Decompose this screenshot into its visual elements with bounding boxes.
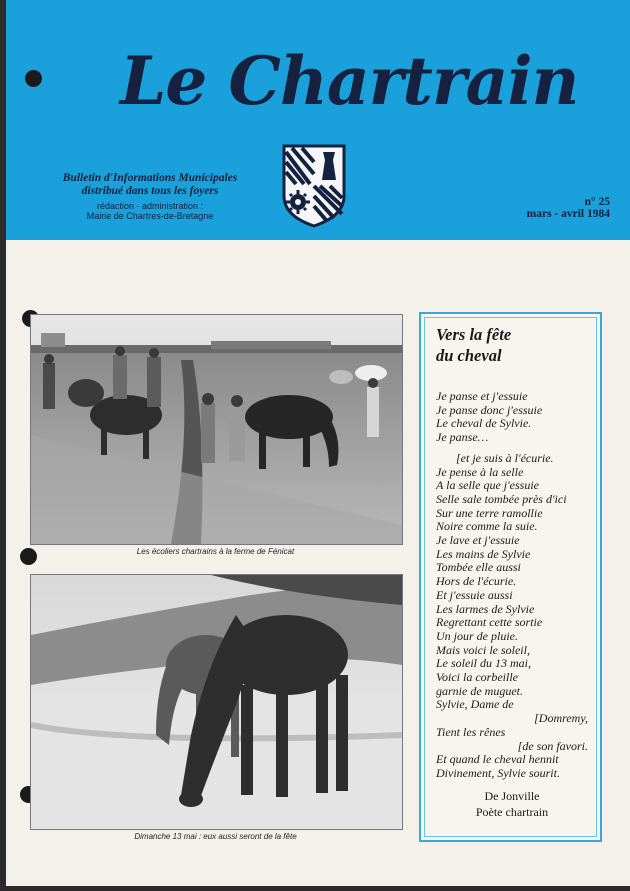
poem-line: Sylvie, Dame de	[436, 697, 514, 712]
poem-line: Et quand le cheval hennit	[436, 752, 559, 767]
poem-line: Mais voici le soleil,	[436, 642, 530, 657]
photo-grazing-horses	[30, 574, 403, 830]
poem-title-line-2: du cheval	[436, 346, 502, 365]
poem-signature	[436, 788, 588, 820]
poem-line: Tombée elle aussi	[436, 560, 521, 575]
issue-date: mars - avril 1984	[526, 208, 610, 220]
poem-title	[436, 324, 596, 366]
poem-line: Noire comme la suie.	[436, 519, 538, 534]
tagline-line-2: distribué dans tous les foyers	[81, 185, 219, 197]
poem-line: A la selle que j'essuie	[436, 478, 539, 493]
poem-author: De Jonville	[484, 789, 540, 803]
tagline	[30, 172, 270, 198]
photo-children-with-ponies	[30, 314, 403, 545]
poem-line: Je pense à la selle	[436, 464, 524, 479]
binder-hole	[25, 70, 42, 87]
poem-line: Les larmes de Sylvie	[436, 601, 535, 616]
poem-line: Le cheval de Sylvie.	[436, 416, 532, 431]
poem-line: Sur une terre ramollie	[436, 505, 543, 520]
coat-of-arms-icon	[282, 144, 346, 228]
poem-line: Et j'essuie aussi	[436, 587, 513, 602]
poem-line: Je panse donc j'essuie	[436, 402, 543, 417]
poem-line: Le soleil du 13 mai,	[436, 656, 531, 671]
poem-line: Divinement, Sylvie sourit.	[436, 765, 560, 780]
page-edge-bottom	[0, 886, 630, 891]
poem-line: Regrettant cette sortie	[436, 615, 543, 630]
issue-info	[490, 196, 610, 220]
poem-body	[436, 390, 588, 781]
issue-number: n° 25	[584, 196, 610, 208]
credits-line-2: Mairie de Chartres-de-Bretagne	[86, 211, 214, 221]
poem-author-title: Poète chartrain	[475, 805, 549, 819]
poem-line: Hors de l'écurie.	[436, 574, 517, 589]
page-edge	[0, 0, 6, 891]
poem-line: Je lave et j'essuie	[436, 533, 520, 548]
poem-line: garnie de muguet.	[436, 683, 523, 698]
masthead-title: Le Chartrain	[120, 42, 579, 120]
credits	[30, 201, 270, 221]
poem-line: Un jour de pluie.	[436, 628, 518, 643]
poem-line: [Domremy,	[534, 711, 588, 726]
poem-line: [de son favori.	[517, 738, 588, 753]
poem-line: Tient les rênes	[436, 724, 506, 739]
poem-line: [et je suis à l'écurie.	[456, 450, 554, 465]
poem-line: Les mains de Sylvie	[436, 546, 531, 561]
poem-line: Je panse…	[436, 430, 489, 445]
credits-line-1: rédaction · administration :	[96, 201, 204, 211]
poem-line: Voici la corbeille	[436, 670, 518, 685]
photo-caption-2: Dimanche 13 mai : eux aussi seront de la fête	[134, 832, 297, 841]
poem-line: Je panse et j'essuie	[436, 389, 528, 403]
tagline-line-1: Bulletin d'Informations Municipales	[62, 172, 238, 184]
poem-line: Selle sale tombée près d'ici	[436, 491, 567, 506]
photo-caption-1: Les écoliers chartrains à la ferme de Fénicat	[136, 547, 295, 556]
poem-title-line-1: Vers la fête	[436, 325, 512, 344]
